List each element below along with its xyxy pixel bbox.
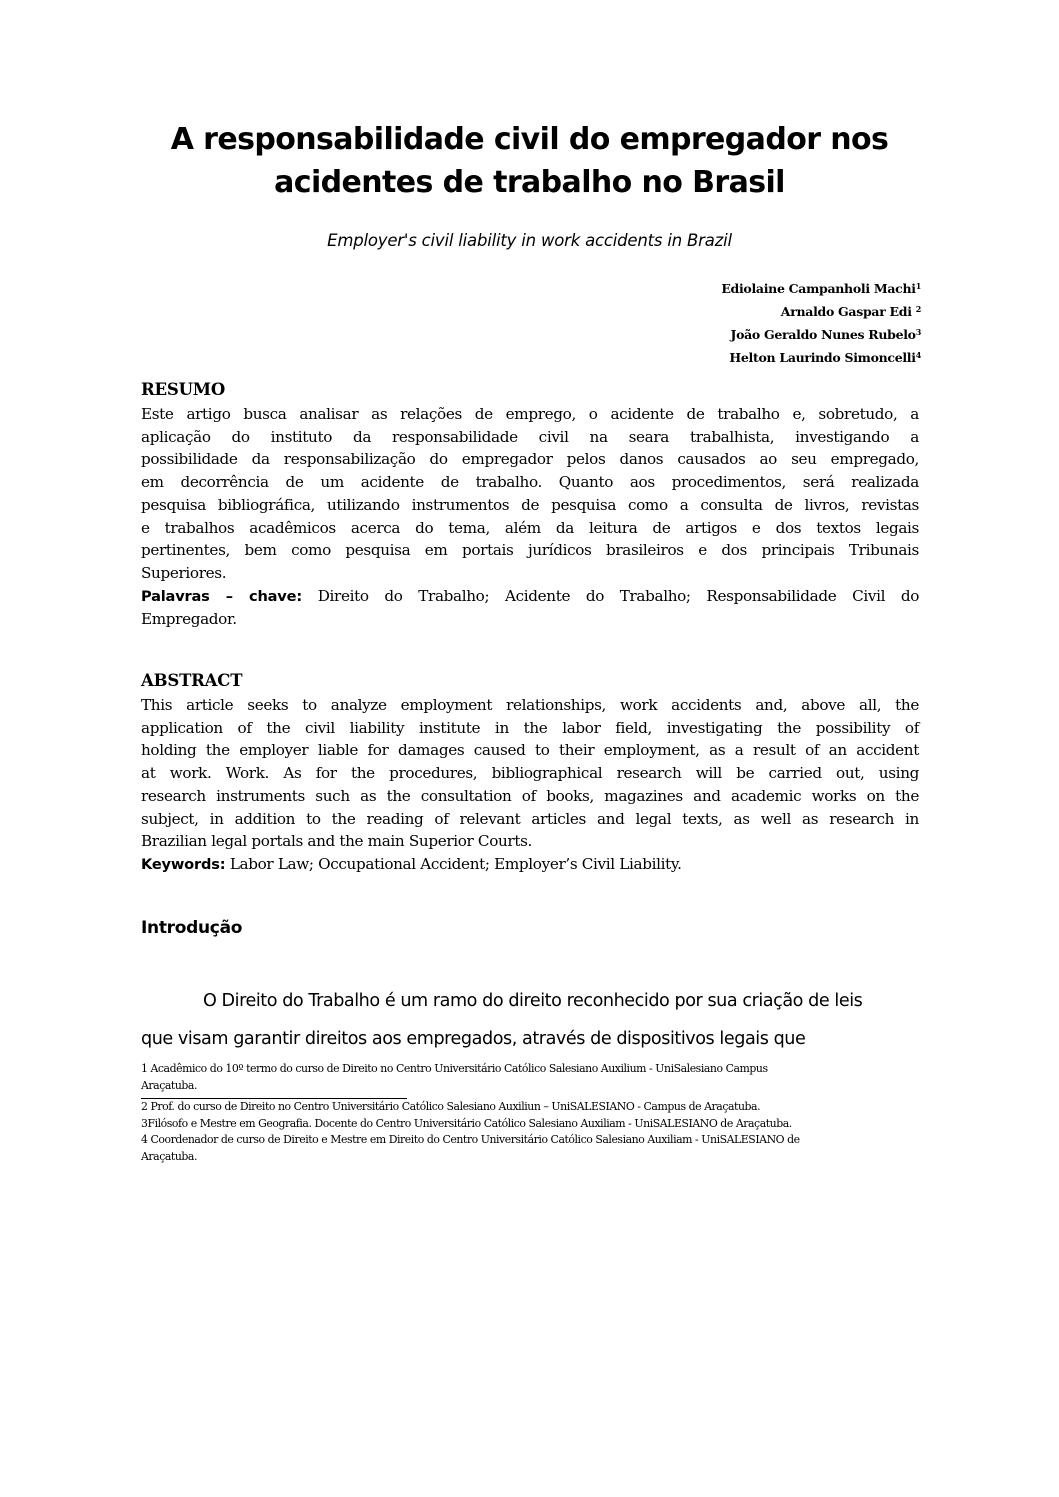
resumo-line: pesquisa bibliográfica, utilizando instrumentos de pesquisa como a consulta de livros, revistas xyxy=(141,495,919,514)
footnote-4: 4 Coordenador de curso de Direito e Mestre em Direito do Centro Universitário Católico Salesiano Auxiliam - UniSALESIANO de xyxy=(141,1133,800,1146)
abstract-line: Brazilian legal portals and the main Superior Courts. xyxy=(141,832,533,851)
author-3 xyxy=(721,322,921,345)
footnote-3: 3Filósofo e Mestre em Geografia. Docente do Centro Universitário Católico Salesiano Auxiliam - UniSALESIANO de Araçatuba. xyxy=(141,1116,792,1130)
resumo-keywords-cont: Empregador. xyxy=(141,610,237,629)
abstract-heading: ABSTRACT xyxy=(141,671,243,690)
footnote-1: 1 Acadêmico do 10º termo do curso de Direito no Centro Universitário Católico Salesiano Auxilium - UniSalesiano Campus xyxy=(141,1062,768,1075)
resumo-keywords xyxy=(141,585,919,609)
keywords-text: Direito do Trabalho; Acidente do Trabalho; Responsabilidade Civil do xyxy=(301,586,919,605)
author-footnote-mark: 2 xyxy=(915,304,921,314)
body-line: O Direito do Trabalho é um ramo do direito reconhecido por sua criação de leis xyxy=(203,991,863,1011)
keywords-label: Palavras – chave: xyxy=(141,587,302,605)
resumo-line: e trabalhos acadêmicos acerca do tema, além da leitura de artigos e dos textos legais xyxy=(141,518,919,537)
author-name: Ediolaine Campanholi Machi xyxy=(721,281,916,296)
resumo-line: Este artigo busca analisar as relações de emprego, o acidente de trabalho e, sobretudo, a xyxy=(141,405,919,423)
footnote-1-cont: Araçatuba. xyxy=(141,1078,197,1092)
keywords-text: Labor Law; Occupational Accident; Employer’s Civil Liability. xyxy=(225,854,682,873)
resumo-line: possibilidade da responsabilização do empregador pelos danos causados ao seu empregado, xyxy=(141,450,919,469)
resumo-line: Superiores. xyxy=(141,563,227,582)
abstract-line: holding the employer liable for damages caused to their employment, as a result of an accident xyxy=(141,741,919,760)
author-4 xyxy=(721,345,921,368)
author-2 xyxy=(721,299,921,322)
abstract-keywords xyxy=(141,853,919,877)
author-footnote-mark: 1 xyxy=(915,281,921,291)
title-line-1: A responsabilidade civil do empregador nos xyxy=(170,122,889,157)
introduction-heading: Introdução xyxy=(141,918,243,938)
abstract-body xyxy=(141,694,919,877)
paper-title xyxy=(100,118,959,204)
abstract-line: application of the civil liability institute in the labor field, investigating the possibility of xyxy=(141,718,919,737)
resumo-heading: RESUMO xyxy=(141,380,226,399)
introduction-body xyxy=(141,982,919,1058)
body-line: que visam garantir direitos aos empregados, através de dispositivos legais que xyxy=(141,1029,806,1049)
abstract-line: This article seeks to analyze employment relationships, work accidents and, above all, the xyxy=(141,696,919,714)
abstract-line: research instruments such as the consultation of books, magazines and academic works on the xyxy=(141,786,919,805)
abstract-line: subject, in addition to the reading of relevant articles and legal texts, as well as research in xyxy=(141,809,919,828)
author-1 xyxy=(721,276,921,299)
author-name: Helton Laurindo Simoncelli xyxy=(729,350,916,365)
footnote-2: 2 Prof. do curso de Direito no Centro Universitário Católico Salesiano Auxiliun – UniSALESIANO - Campus de Araçatuba. xyxy=(141,1100,761,1113)
english-subtitle: Employer's civil liability in work accidents in Brazil xyxy=(327,231,732,250)
abstract-line: at work. Work. As for the procedures, bibliographical research will be carried out, using xyxy=(141,764,919,783)
title-line-2: acidentes de trabalho no Brasil xyxy=(274,165,785,200)
resumo-body xyxy=(141,403,919,631)
author-footnote-mark: 3 xyxy=(915,327,921,337)
footnote-4-cont: Araçatuba. xyxy=(141,1149,197,1163)
resumo-line: aplicação do instituto da responsabilidade civil na seara trabalhista, investigando a xyxy=(141,427,919,446)
author-name: João Geraldo Nunes Rubelo xyxy=(730,327,916,342)
resumo-line: em decorrência de um acidente de trabalho. Quanto aos procedimentos, será realizada xyxy=(141,473,919,492)
author-name: Arnaldo Gaspar Edi xyxy=(780,304,912,319)
author-footnote-mark: 4 xyxy=(915,350,921,360)
author-list xyxy=(721,276,921,368)
keywords-label: Keywords: xyxy=(141,855,226,873)
footnotes xyxy=(141,1061,921,1165)
resumo-line: pertinentes, bem como pesquisa em portais jurídicos brasileiros e dos principais Tribunais xyxy=(141,541,919,560)
